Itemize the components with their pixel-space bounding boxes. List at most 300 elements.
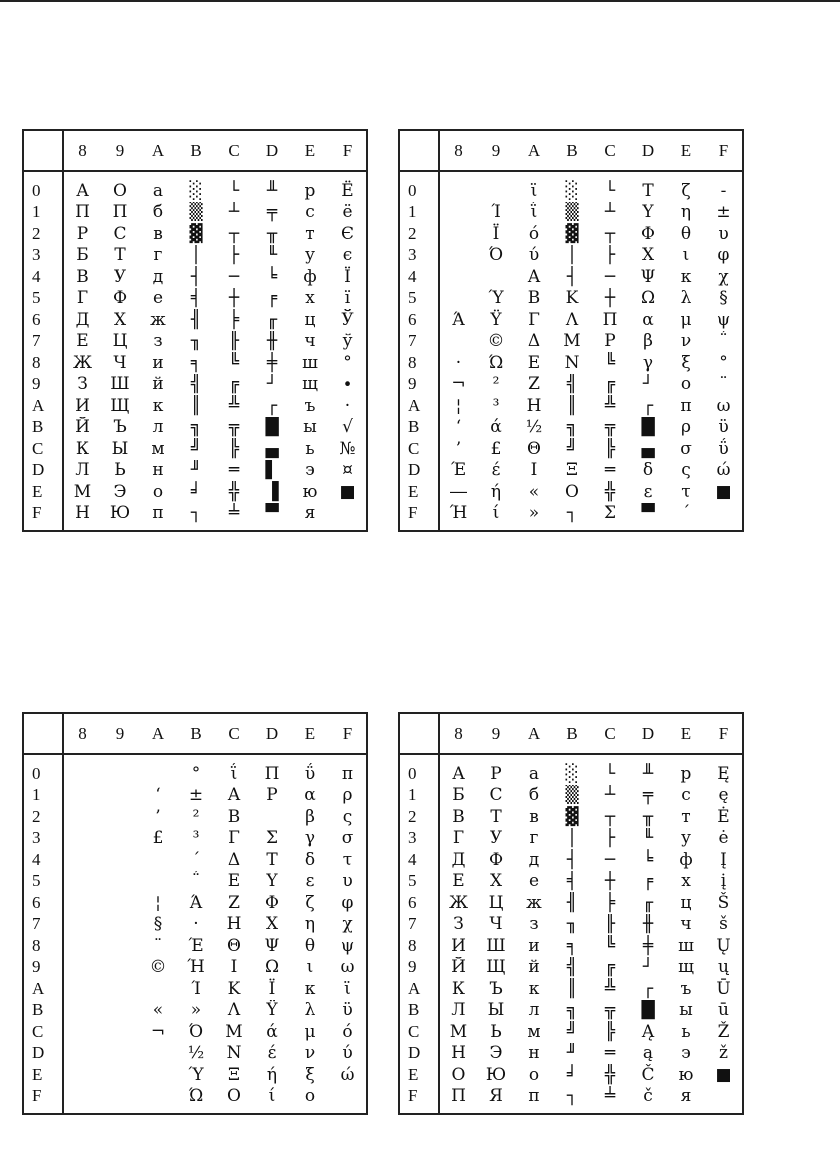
char-cell: У	[489, 828, 503, 849]
char-cell: Ц	[488, 892, 504, 913]
char-cell: р	[304, 180, 316, 201]
char-cell: ц	[680, 892, 692, 913]
char-cell: Ρ	[604, 331, 616, 352]
char-cell: т	[681, 806, 691, 827]
char-cell: χ	[342, 914, 353, 935]
corner-cell	[23, 713, 63, 754]
char-cell: Й	[75, 417, 90, 438]
table-row	[23, 374, 367, 396]
char-cell: ▐	[265, 481, 279, 502]
table-row	[23, 892, 367, 914]
char-cell: ї	[344, 288, 351, 309]
char-cell: ╠	[228, 438, 240, 459]
char-cell: Ϋ	[490, 309, 502, 330]
column-header: C	[215, 713, 253, 754]
char-cell: ¦	[155, 892, 161, 913]
char-cell	[101, 871, 139, 893]
char-cell: ┘	[642, 957, 654, 978]
char-cell	[63, 1064, 101, 1086]
row-header: 2	[23, 806, 63, 828]
char-cell: у	[304, 245, 315, 266]
char-cell: ę	[718, 785, 729, 806]
char-cell: Φ	[641, 223, 655, 244]
char-cell: ς	[342, 806, 353, 827]
row-header: 3	[23, 828, 63, 850]
char-cell: κ	[304, 978, 316, 999]
char-cell: Ο	[227, 1086, 241, 1107]
char-cell: ζ	[305, 892, 315, 913]
char-cell: Ω	[640, 288, 656, 309]
char-cell: ο	[680, 374, 692, 395]
char-cell: č	[643, 1086, 653, 1107]
row-header: B	[399, 1000, 439, 1022]
char-cell	[63, 1043, 101, 1065]
char-cell: ▌	[265, 460, 279, 481]
char-cell: Č	[641, 1064, 655, 1085]
char-cell: Π	[112, 202, 128, 223]
char-cell	[63, 978, 101, 1000]
char-cell: Ф	[488, 849, 504, 870]
char-cell: ξ	[305, 1064, 315, 1085]
row-header: D	[399, 460, 439, 482]
char-cell: ъ	[680, 978, 692, 999]
char-cell: £	[152, 828, 164, 849]
char-cell: ╜	[190, 460, 202, 481]
char-cell: Ю	[109, 503, 131, 524]
char-cell	[101, 1086, 139, 1108]
char-cell	[101, 935, 139, 957]
char-cell: ▓	[189, 223, 203, 244]
char-cell: ν	[680, 331, 692, 352]
column-header: 9	[477, 713, 515, 754]
char-cell: ³	[192, 828, 200, 849]
char-cell	[63, 914, 101, 936]
column-header: 9	[101, 713, 139, 754]
char-cell: ¦	[455, 395, 462, 416]
char-cell: φ	[341, 892, 354, 913]
char-cell: Т	[490, 806, 502, 827]
char-cell: Λ	[227, 1000, 241, 1021]
char-cell	[705, 503, 743, 525]
row-header: 7	[399, 331, 439, 353]
char-cell: Р	[76, 223, 89, 244]
char-cell: ╝	[566, 438, 578, 459]
char-cell: Щ	[486, 957, 506, 978]
char-cell: └	[604, 763, 616, 784]
column-header: D	[629, 130, 667, 171]
char-cell	[439, 266, 477, 288]
char-cell: ║	[566, 395, 578, 416]
row-header: A	[23, 978, 63, 1000]
char-cell	[101, 1000, 139, 1022]
char-cell: °	[343, 352, 352, 373]
char-cell	[329, 1086, 367, 1108]
row-header: 2	[23, 223, 63, 245]
char-cell: В	[76, 266, 89, 287]
char-cell: ς	[681, 460, 691, 481]
char-cell: Ь	[490, 1021, 502, 1042]
char-cell: Υ	[642, 202, 654, 223]
column-header: D	[253, 130, 291, 171]
char-cell: ╖	[566, 914, 578, 935]
table-row	[399, 892, 743, 914]
row-header: 5	[23, 871, 63, 893]
char-cell: ╚	[228, 352, 240, 373]
char-cell: ┌	[266, 395, 278, 416]
char-cell: «	[528, 481, 540, 502]
char-cell: ²	[492, 374, 500, 395]
char-cell: ║	[190, 395, 202, 416]
char-cell: а	[152, 180, 164, 201]
row-header: E	[399, 481, 439, 503]
char-cell: Ζ	[528, 374, 540, 395]
row-header: B	[23, 1000, 63, 1022]
char-cell: к	[152, 395, 164, 416]
char-cell: Э	[113, 481, 127, 502]
char-cell: ι	[306, 957, 314, 978]
char-cell: Ϋ	[266, 1000, 278, 1021]
char-cell: έ	[267, 1043, 277, 1064]
char-cell: д	[152, 266, 164, 287]
char-cell: σ	[341, 828, 354, 849]
char-cell: Ν	[564, 352, 580, 373]
char-cell: α	[304, 785, 316, 806]
table-row	[23, 978, 367, 1000]
table-row	[23, 309, 367, 331]
char-cell: ύ	[342, 1043, 353, 1064]
char-cell: У	[113, 266, 127, 287]
row-header: 6	[399, 892, 439, 914]
char-cell: ╨	[266, 180, 278, 201]
char-cell: М	[449, 1021, 468, 1042]
char-cell: ═	[604, 1043, 616, 1064]
char-cell	[477, 266, 515, 288]
row-header: 1	[399, 785, 439, 807]
char-cell: Κ	[227, 978, 241, 999]
char-cell: Ш	[486, 935, 506, 956]
char-cell: Ш	[110, 374, 130, 395]
char-cell: »	[528, 503, 540, 524]
char-cell: е	[152, 288, 164, 309]
char-cell: Δ	[227, 849, 241, 870]
char-cell: ■	[715, 481, 732, 502]
char-cell	[139, 978, 177, 1000]
char-cell: ϊ	[530, 180, 538, 201]
char-cell: т	[305, 223, 315, 244]
row-header: C	[399, 1021, 439, 1043]
char-cell: Щ	[110, 395, 130, 416]
table-row	[399, 1043, 743, 1065]
char-cell: ή	[490, 481, 502, 502]
column-header: C	[591, 130, 629, 171]
char-cell: ή	[266, 1064, 278, 1085]
row-header: 4	[399, 849, 439, 871]
char-cell: ┬	[228, 223, 240, 244]
char-cell: ░	[189, 180, 203, 201]
char-cell: ·	[193, 914, 199, 935]
code-table-3	[22, 712, 368, 1115]
table-row	[23, 223, 367, 245]
table-row	[399, 763, 743, 785]
row-header: C	[399, 438, 439, 460]
char-cell: ¬	[150, 1021, 166, 1042]
char-cell	[101, 1064, 139, 1086]
char-cell: ┬	[604, 223, 616, 244]
char-cell: ζ	[681, 180, 691, 201]
char-cell: τ	[681, 481, 691, 502]
char-cell: ž	[719, 1043, 728, 1064]
char-cell: ╤	[642, 785, 654, 806]
char-cell: β	[305, 806, 315, 827]
char-cell: Ы	[487, 1000, 505, 1021]
char-cell: ┤	[190, 266, 202, 287]
char-cell: я	[680, 1086, 692, 1107]
char-cell: ▒	[565, 785, 579, 806]
char-cell: ΐ	[530, 202, 538, 223]
char-cell: ο	[304, 1086, 316, 1107]
char-cell: ╥	[642, 806, 654, 827]
char-cell: ╛	[190, 481, 202, 502]
char-cell: ╔	[604, 957, 616, 978]
corner-cell	[23, 130, 63, 171]
column-header: 8	[439, 130, 477, 171]
char-cell: -	[720, 180, 727, 201]
char-cell: ╠	[604, 438, 616, 459]
row-header: 2	[399, 806, 439, 828]
char-cell	[63, 849, 101, 871]
char-cell: ό	[342, 1021, 353, 1042]
table-row	[399, 202, 743, 224]
table-row	[399, 828, 743, 850]
row-header: A	[399, 978, 439, 1000]
char-cell: э	[305, 460, 315, 481]
char-cell: Ū	[716, 978, 731, 999]
char-cell: δ	[642, 460, 654, 481]
row-header: D	[399, 1043, 439, 1065]
char-cell: а	[528, 763, 540, 784]
char-cell: Α	[227, 785, 241, 806]
char-cell: ν	[304, 1043, 316, 1064]
char-cell: ΅	[191, 871, 201, 892]
table-row	[399, 481, 743, 503]
char-cell: й	[528, 957, 540, 978]
row-header: 5	[23, 288, 63, 310]
char-cell: █	[641, 417, 655, 438]
char-cell: ė	[718, 828, 729, 849]
char-cell: ╖	[190, 331, 202, 352]
char-cell: Έ	[450, 460, 467, 481]
char-cell: ┴	[604, 785, 616, 806]
char-cell: ╗	[190, 417, 202, 438]
char-cell: ╦	[228, 417, 240, 438]
char-cell: └	[228, 180, 240, 201]
char-cell: Д	[75, 309, 90, 330]
char-cell: ±	[716, 202, 731, 223]
char-cell: ├	[228, 245, 240, 266]
char-cell	[63, 828, 101, 850]
char-cell: Ė	[717, 806, 730, 827]
char-cell: у	[680, 828, 691, 849]
row-header: 8	[399, 352, 439, 374]
char-cell: ╕	[190, 352, 202, 373]
char-cell: ό	[528, 223, 540, 244]
char-cell: ┼	[604, 871, 616, 892]
char-cell: ╝	[566, 1021, 578, 1042]
char-cell: ω	[716, 395, 731, 416]
char-cell: ┼	[228, 288, 240, 309]
char-cell: γ	[304, 828, 316, 849]
char-cell: Ь	[114, 460, 126, 481]
corner-cell	[399, 713, 439, 754]
row-header: 1	[399, 202, 439, 224]
table-row	[399, 331, 743, 353]
char-cell	[63, 785, 101, 807]
column-header: C	[591, 713, 629, 754]
char-cell: Ї	[344, 266, 351, 287]
char-cell: Κ	[565, 288, 579, 309]
char-cell: ╦	[604, 417, 616, 438]
table-row	[23, 481, 367, 503]
char-cell: Ϊ	[268, 978, 276, 999]
char-cell: į	[720, 871, 727, 892]
char-cell: В	[452, 806, 465, 827]
char-cell: Ε	[227, 871, 241, 892]
char-cell: Ψ	[640, 266, 656, 287]
char-cell: ’	[455, 438, 462, 459]
char-cell: ά	[266, 1021, 278, 1042]
char-cell: ║	[566, 978, 578, 999]
char-cell: Х	[489, 871, 503, 892]
char-cell	[139, 1064, 177, 1086]
char-cell: ι	[682, 245, 690, 266]
char-cell: Э	[489, 1043, 503, 1064]
column-header: 8	[63, 713, 101, 754]
table-row	[399, 914, 743, 936]
table-row	[399, 849, 743, 871]
char-cell: Ъ	[489, 978, 503, 999]
char-cell: щ	[302, 374, 318, 395]
char-cell: Έ	[188, 935, 204, 956]
char-cell: Б	[76, 245, 89, 266]
column-header: A	[139, 713, 177, 754]
char-cell: Μ	[563, 331, 581, 352]
char-cell: г	[529, 828, 539, 849]
table-row	[23, 763, 367, 785]
char-cell: и	[528, 935, 540, 956]
char-cell: А	[452, 763, 465, 784]
char-cell: ╒	[266, 288, 278, 309]
char-cell: Х	[113, 309, 127, 330]
table-row	[399, 785, 743, 807]
char-cell: «	[152, 1000, 164, 1021]
table-row	[399, 266, 743, 288]
table-row	[23, 957, 367, 979]
char-cell: ±	[188, 785, 204, 806]
char-cell: ΅	[719, 331, 728, 352]
char-cell: ώ	[716, 460, 731, 481]
char-cell: ╢	[190, 309, 202, 330]
char-cell: ╘	[642, 849, 654, 870]
char-cell: έ	[491, 460, 501, 481]
char-cell	[439, 288, 477, 310]
char-cell: ╡	[566, 871, 578, 892]
char-cell: п	[152, 503, 164, 524]
char-cell: θ	[680, 223, 692, 244]
char-cell: щ	[678, 957, 694, 978]
char-cell: ·	[455, 352, 462, 373]
char-cell: ¨	[719, 374, 728, 395]
char-cell: с	[305, 202, 315, 223]
row-header: 3	[23, 245, 63, 267]
char-cell: Ο	[565, 481, 579, 502]
char-cell: η	[680, 202, 692, 223]
char-cell: б	[152, 202, 164, 223]
table-row	[23, 1000, 367, 1022]
char-cell: ρ	[342, 785, 353, 806]
row-header: 7	[23, 914, 63, 936]
char-cell	[705, 1086, 743, 1108]
char-cell: Η	[526, 395, 542, 416]
char-cell: ю	[302, 481, 318, 502]
table-row	[23, 503, 367, 525]
char-cell: ■	[339, 481, 356, 502]
char-cell: М	[73, 481, 92, 502]
code-table-4	[398, 712, 744, 1115]
char-cell	[477, 180, 515, 202]
char-cell: ъ	[304, 395, 316, 416]
char-cell: ί	[492, 503, 500, 524]
char-cell: Т	[114, 245, 126, 266]
char-cell	[439, 245, 477, 267]
char-cell: §	[719, 288, 728, 309]
char-cell: μ	[304, 1021, 316, 1042]
char-cell: Π	[264, 763, 280, 784]
char-cell: Г	[76, 288, 89, 309]
char-cell	[439, 331, 477, 353]
table-row	[399, 288, 743, 310]
char-cell: Ή	[187, 957, 205, 978]
char-cell: Ν	[226, 1043, 242, 1064]
char-cell: ┌	[642, 978, 654, 999]
char-cell: Ξ	[566, 460, 578, 481]
table-row	[399, 395, 743, 417]
table-row	[399, 352, 743, 374]
char-cell	[101, 828, 139, 850]
char-cell: υ	[718, 223, 729, 244]
char-cell: н	[528, 1043, 540, 1064]
char-cell	[63, 1086, 101, 1108]
char-cell: п	[528, 1086, 540, 1107]
char-cell: ╓	[266, 309, 278, 330]
char-cell: Ų	[716, 935, 731, 956]
char-cell: Ύ	[188, 1064, 204, 1085]
char-cell: Г	[452, 828, 465, 849]
char-cell: ί	[268, 1086, 276, 1107]
char-cell: ╡	[190, 288, 202, 309]
row-header: E	[23, 481, 63, 503]
char-cell	[139, 1043, 177, 1065]
char-cell: ϊ	[344, 978, 351, 999]
char-cell: Θ	[227, 935, 241, 956]
row-header: 0	[23, 180, 63, 202]
code-table-2	[398, 129, 744, 532]
char-cell: П	[451, 1086, 466, 1107]
char-cell: Я	[489, 1086, 503, 1107]
table-row	[399, 978, 743, 1000]
char-cell: Ε	[527, 352, 541, 373]
char-cell: ┬	[604, 806, 616, 827]
char-cell: Ω	[264, 957, 280, 978]
